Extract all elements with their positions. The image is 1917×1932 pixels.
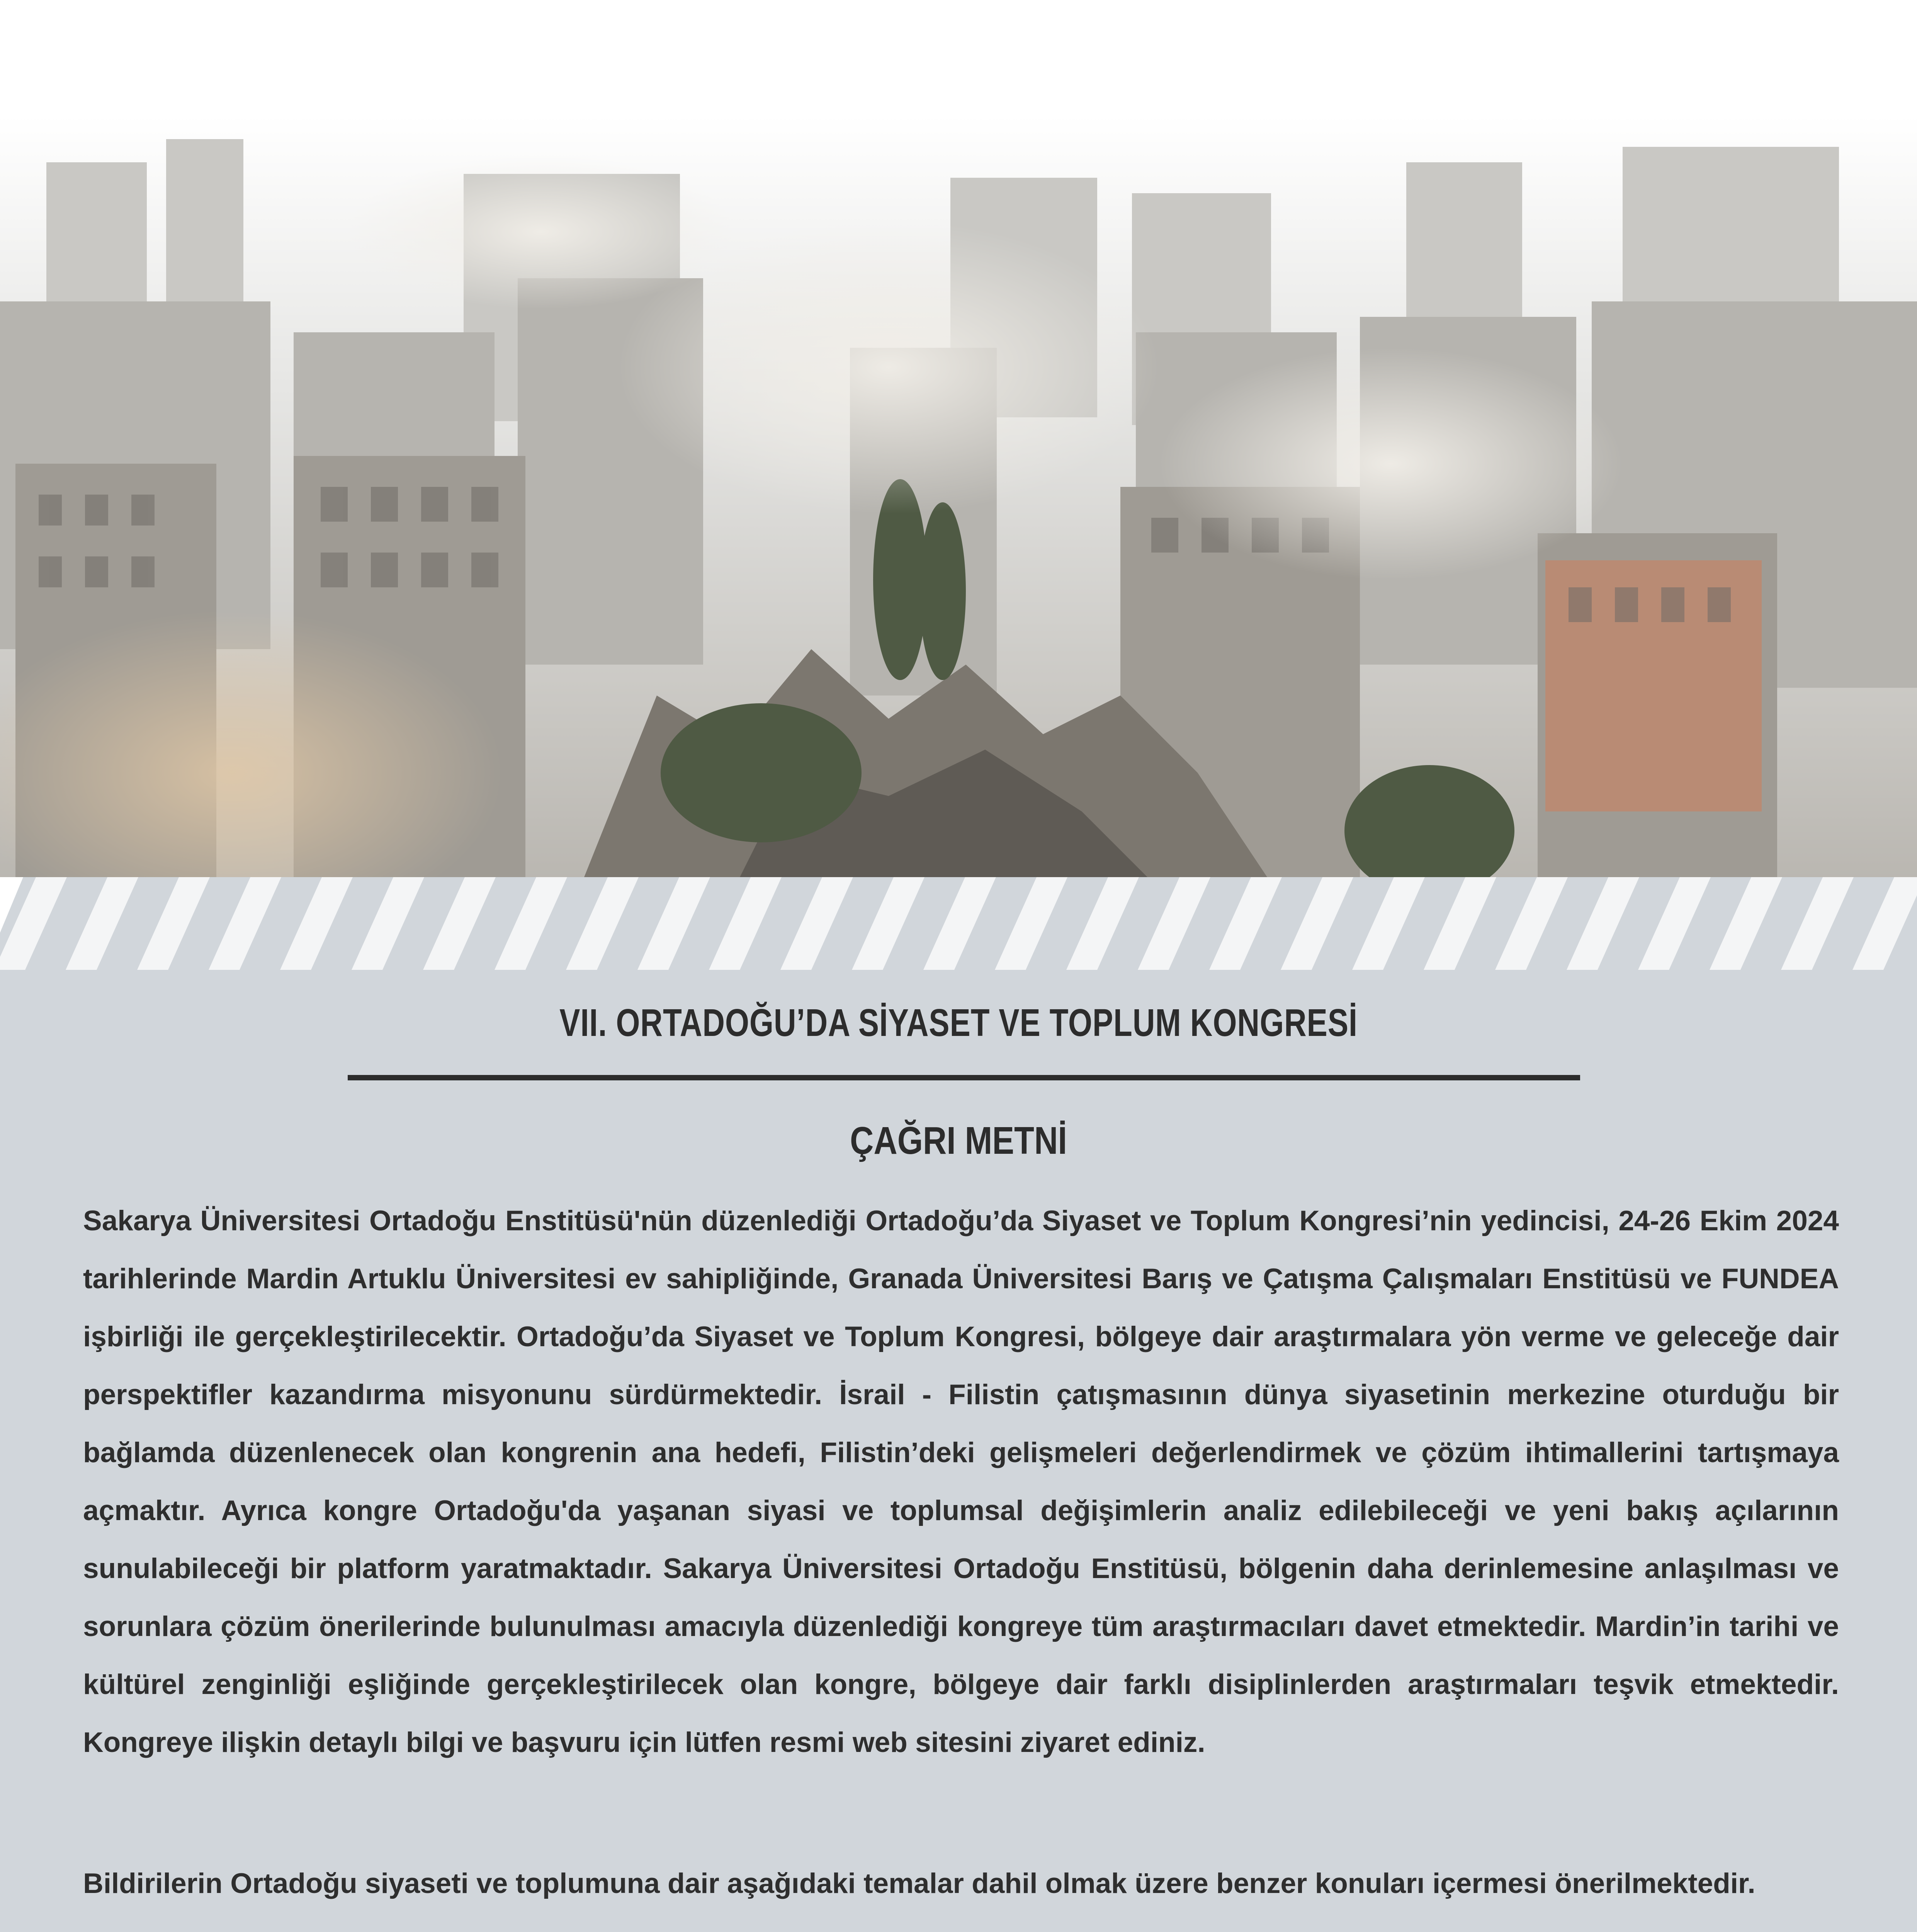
call-title: ÇAĞRI METNİ (850, 1119, 1067, 1162)
top-hazard-stripes (0, 877, 1917, 970)
call-paragraph: Sakarya Üniversitesi Ortadoğu Enstitüsü'nün düzenlediği Ortadoğu’da Siyaset ve Toplum Kongresi’nin yedincisi, 24-26 Ekim 2024 tarihlerinde Mardin Artuklu Üniversitesi ev sahipliğinde, Granada Üniversitesi Barış ve Çatışma Çalışmaları Enstitüsü ve FUNDEA işbirliği ile gerçekleştirilecektir. Ortadoğu’da Siyaset ve Toplum Kongresi, bölgeye dair araştırmalara yön verme ve geleceğe dair perspektifler kazandırma misyonunu sürdürmektedir. İsrail - Filistin çatışmasının dünya siyasetinin merkezine oturduğu bir bağlamda düzenlenecek olan kongrenin ana hedefi, Filistin’deki gelişmeleri değerlendirmek ve çözüm ihtimallerini tartışmaya açmaktır. Ayrıca kongre Ortadoğu'da yaşanan siyasi ve toplumsal değişimlerin analiz edilebileceği ve yeni bakış açılarının sunulabileceği bir platform yaratmaktadır. Sakarya Üniversitesi Ortadoğu Enstitüsü, bölgenin daha derinlemesine anlaşılması ve sorunlara çözüm önerilerinde bulunulması amacıyla düzenlediği kongreye tüm araştırmacıları davet etmektedir. Mardin’in tarihi ve kültürel zenginliği eşliğinde gerçekleştirilecek olan kongre, bölgeye dair farklı disiplinlerden araştırmaları teşvik etmektedir. Kongreye ilişkin detaylı bilgi ve başvuru için lütfen resmi web sitesini ziyaret ediniz. (83, 1205, 1839, 1758)
city-ruins-illustration (0, 116, 1917, 889)
title-underline (348, 1075, 1580, 1080)
hero-photo-city-ruins (0, 116, 1917, 889)
congress-title: VII. ORTADOĞU’DA SİYASET VE TOPLUM KONGRESİ (559, 1001, 1358, 1044)
topics-intro: Bildirilerin Ortadoğu siyaseti ve toplumuna dair aşağıdaki temalar dahil olmak üzere benzer konuları içermesi önerilmektedir. (83, 1868, 1756, 1899)
